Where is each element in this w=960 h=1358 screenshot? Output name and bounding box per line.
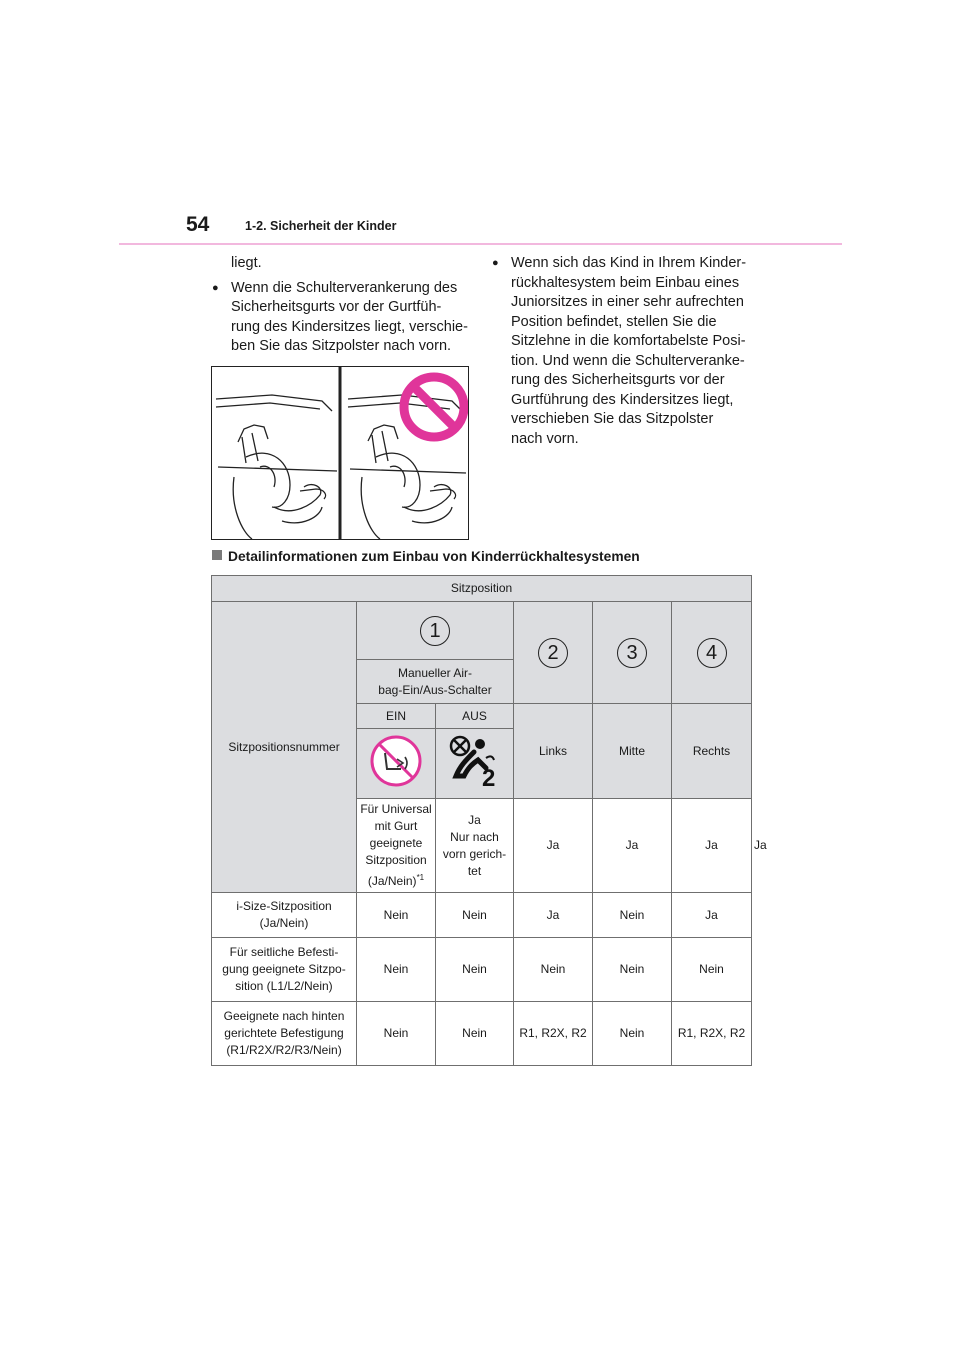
airbag-on-passenger-icon bbox=[446, 732, 504, 790]
subheading-text: Detailinformationen zum Einbau von Kinderrückhaltesystemen bbox=[228, 549, 640, 564]
bullet-line: ben Sie das Sitzpolster nach vorn. bbox=[231, 338, 452, 354]
table-cell: Ja bbox=[514, 799, 593, 893]
header-divider bbox=[119, 243, 842, 245]
ein-label: EIN bbox=[357, 704, 436, 729]
left-column bbox=[212, 254, 470, 357]
position-rechts: Rechts bbox=[672, 704, 752, 799]
table-cell: R1, R2X, R2 bbox=[672, 1002, 752, 1066]
table-cell: Nein bbox=[514, 938, 593, 1002]
child-seat-illustration bbox=[211, 366, 469, 540]
seat-number-4: 4 bbox=[672, 602, 752, 704]
bullet-line: tion. Und wenn die Schulterveranke- bbox=[511, 352, 745, 369]
bullet-line: ● Wenn die Schulterverankerung des bbox=[231, 279, 458, 296]
bullet-line: nach vorn. bbox=[511, 430, 579, 447]
table-cell: Ja bbox=[514, 893, 593, 938]
table-cell: Ja bbox=[593, 799, 672, 893]
bullet-item bbox=[212, 279, 470, 357]
bullet-line: Sicherheitsgurts vor der Gurtfüh- bbox=[231, 299, 442, 315]
table-title: Sitzposition bbox=[212, 576, 752, 602]
position-mitte: Mitte bbox=[593, 704, 672, 799]
bullet-line: Gurtführung des Kindersitzes liegt, bbox=[511, 391, 734, 408]
table-cell: Nein bbox=[593, 893, 672, 938]
airbag-switch-label: Manueller Air- bag-Ein/Aus-Schalter bbox=[357, 660, 514, 704]
footnote-marker: *1 bbox=[416, 873, 425, 882]
bullet-line: ● Wenn sich das Kind in Ihrem Kinder- bbox=[511, 255, 747, 271]
table-cell: Nein bbox=[436, 893, 514, 938]
page-header bbox=[0, 0, 960, 250]
seat-number-1: 1 bbox=[357, 602, 514, 660]
table-cell: Nein bbox=[436, 938, 514, 1002]
svg-text:2: 2 bbox=[481, 765, 495, 790]
table-cell: Nein bbox=[593, 1002, 672, 1066]
bullet-line: Position befindet, stellen Sie die bbox=[511, 313, 717, 330]
table-cell: Ja bbox=[672, 893, 752, 938]
page-number: 54 bbox=[186, 213, 210, 236]
table-cell: Nein bbox=[593, 938, 672, 1002]
table-cell: Nein bbox=[357, 893, 436, 938]
bullet-line: rung des Sicherheitsgurts vor der bbox=[511, 372, 725, 388]
bullet-line: Juniorsitzes in einer sehr aufrechten bbox=[511, 294, 744, 310]
continuation-text: liegt. bbox=[231, 255, 262, 271]
bullet-line: Sitzlehne in die komfortabelste Posi- bbox=[511, 333, 746, 349]
bullet-line: rung des Kindersitzes liegt, verschie- bbox=[231, 318, 468, 335]
table-cell: Nein bbox=[672, 938, 752, 1002]
table-cell: Nein bbox=[357, 938, 436, 1002]
table-cell: Ja Nur nach vorn gerich- tet bbox=[436, 799, 514, 893]
prohibition-icon bbox=[404, 377, 464, 437]
table-cell: Nein bbox=[436, 1002, 514, 1066]
square-bullet-icon bbox=[212, 550, 222, 560]
seat-number-2: 2 bbox=[514, 602, 593, 704]
right-column bbox=[492, 254, 750, 449]
aus-label: AUS bbox=[436, 704, 514, 729]
section-subheading bbox=[212, 549, 640, 564]
row-label: Für seitliche Befesti- gung geeignete Sitzpo- sition (L1/L2/Nein) bbox=[212, 938, 357, 1002]
row-header: Sitzpositionsnummer bbox=[212, 602, 357, 893]
row-label: Für Universal mit Gurt geeignete Sitzposition (Ja/Nein)$^{*1}$ bbox=[357, 799, 436, 893]
seat-position-table: Sitzposition Sitzpositionsnummer 1 2 3 4 Manueller Air- bag-Ein/Aus-Schalter EIN AUS Links Mitte Rechts 2 Für Universal mit Gurt geeignete Sitzposition (Ja/Nein)$^{*1}$ Ja Nur nach vorn gerich- tet Ja Ja Ja Ja i-Size-Sitzposition (Ja/Nein) Nein Nein Ja Nein Ja Für seitliche Befesti- gung geeignete Sitzpo- sition (L1/L2/Nein) Nein Nein Nein Nein Nein Geeignete nach hinten gerichtete Befestigung (R1/R2X/R2/R3/Nein) Nein Nein R1, R2X, R2 Nein R1, R2X, R2 bbox=[211, 575, 752, 1066]
airbag-off-cell bbox=[357, 729, 436, 799]
bullet-item bbox=[492, 254, 750, 449]
section-title: 1-2. Sicherheit der Kinder bbox=[245, 219, 397, 233]
table-cell: R1, R2X, R2 bbox=[514, 1002, 593, 1066]
seat-number-3: 3 bbox=[593, 602, 672, 704]
table-cell: Nein bbox=[357, 1002, 436, 1066]
airbag-off-icon bbox=[367, 735, 425, 787]
row-label: i-Size-Sitzposition (Ja/Nein) bbox=[212, 893, 357, 938]
bullet-line: rückhaltesystem beim Einbau eines bbox=[511, 274, 740, 291]
table-cell: Ja bbox=[672, 799, 752, 893]
row-label: Geeignete nach hinten gerichtete Befestigung (R1/R2X/R2/R3/Nein) bbox=[212, 1002, 357, 1066]
position-links: Links bbox=[514, 704, 593, 799]
bullet-line: verschieben Sie das Sitzpolster bbox=[511, 411, 714, 427]
airbag-on-cell bbox=[436, 729, 514, 799]
